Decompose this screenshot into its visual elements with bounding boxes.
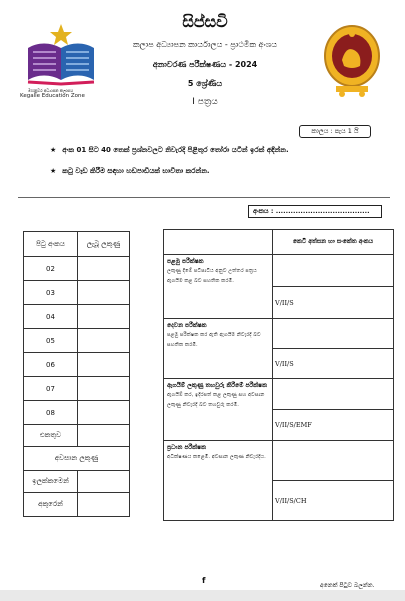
page-no-header: පිටු අංකය	[24, 232, 78, 256]
star-icon: ★	[50, 167, 57, 175]
in-words-cell[interactable]	[78, 493, 129, 516]
review-row	[164, 378, 393, 440]
signature-column	[273, 441, 393, 520]
signature-cell[interactable]	[273, 441, 393, 480]
page-number: 03	[24, 281, 78, 304]
examiner-desc: පළමු පරීක්ෂක කර ඇති ඇගයීම නිවැරදි බව සහතික කරමි.	[167, 332, 261, 348]
marks-cell[interactable]	[78, 329, 129, 352]
examiner-title: ඇගයීම් ලකුණු තහවුරු කිරීමේ පරීක්ෂක	[167, 382, 267, 389]
kegalle-zone-logo	[20, 18, 102, 98]
table-row	[24, 400, 129, 424]
review-row	[164, 254, 393, 318]
table-row	[24, 280, 129, 304]
logo-caption-sinhala: මහනුවර අධ්‍යාපන කලාපය	[28, 88, 73, 93]
table-row	[24, 328, 129, 352]
brand-title: සිප්සවි	[182, 12, 228, 31]
page-number: 05	[24, 329, 78, 352]
code-cell: V/II/S/CH	[273, 480, 393, 520]
signature-cell[interactable]	[273, 379, 393, 409]
table-row	[24, 352, 129, 376]
grade-line: 5 ශ්‍රේණිය	[187, 79, 223, 88]
logo-caption: Kegalle Education Zone	[20, 93, 85, 99]
table-row	[24, 304, 129, 328]
marks-cell[interactable]	[78, 401, 129, 424]
examiner-info	[164, 319, 273, 378]
total-row	[24, 424, 129, 446]
page-number: 04	[24, 305, 78, 328]
total-label: එකතුව	[24, 425, 78, 446]
marks-cell[interactable]	[78, 257, 129, 280]
examiner-desc: අධීක්ෂණය කළෙමි. අවසාන ලකුණ නිවැරදිය.	[167, 454, 266, 460]
footer-mark: f	[202, 576, 206, 585]
office-line: කලාප අධ්‍යාපන කාර්යාලය - ප්‍රාථමික අංශය	[133, 40, 277, 49]
marks-table	[23, 231, 130, 517]
star-icon: ★	[50, 146, 57, 154]
marks-cell[interactable]	[78, 377, 129, 400]
paper-line: I පත්‍රය	[192, 97, 218, 107]
signature-column	[273, 255, 393, 318]
exam-line: අනාවරණ පරීක්ෂණය - 2024	[152, 60, 258, 69]
marks-cell[interactable]	[78, 281, 129, 304]
review-row	[164, 440, 393, 520]
words-row	[24, 492, 129, 516]
in-numbers-cell[interactable]	[78, 471, 129, 492]
review-header-row	[164, 230, 393, 254]
instruction-1: ★ අංක 01 සිට 40 තෙක් ප්‍රශ්නවලට නිවැරදි පිළිතුර තෝරා යටින් ඉරක් අඳින්න.	[50, 146, 289, 154]
final-marks-label: අවසාන ලකුණු	[54, 454, 99, 462]
index-number-field[interactable]: අංකය : ......................................	[248, 205, 382, 218]
code-cell: V/II/S	[273, 348, 393, 378]
examiner-desc: ඇගයීම් කර, ඉදිරපත් කළ ලකුණු සහ අවසාන ලකුණු නිවැරදි බව තහවුරු කරමි.	[167, 392, 265, 408]
time-allowed: කාලය : පැය 1 යි	[299, 125, 371, 138]
examiner-desc: ලකුණු දීමේ පටිපාටිය අනුව උත්තර පත්‍රය ඇගයීම කළ බව සහතික කරමි.	[167, 268, 257, 284]
marks-header: ලැබූ ලකුණු	[86, 239, 121, 248]
examiner-title: පළමු පරීක්ෂක	[167, 258, 204, 265]
page-bottom-strip	[0, 590, 405, 601]
page-number: 06	[24, 353, 78, 376]
page-number: 08	[24, 401, 78, 424]
final-marks-row	[24, 446, 129, 470]
examiner-title: දෙවන පරීක්ෂක	[167, 322, 207, 329]
examiner-title: ප්‍රධාන පරීක්ෂක	[167, 444, 206, 451]
examiner-info	[164, 441, 273, 520]
signature-code-header: කෙටි අත්සන හා සංකේත අංකය	[292, 238, 374, 245]
in-numbers-label: ඉලක්කමෙන්	[24, 471, 78, 492]
marks-cell[interactable]	[78, 305, 129, 328]
code-cell: V/II/S	[273, 286, 393, 318]
examiner-info	[164, 255, 273, 318]
signature-column	[273, 379, 393, 440]
signature-cell[interactable]	[273, 319, 393, 348]
instruction-2: ★ කටු වැඩ කිරීම සඳහා හඩපාඩියක් භාවිතා කරන්න.	[50, 167, 210, 175]
signature-column	[273, 319, 393, 378]
total-cell[interactable]	[78, 425, 129, 446]
divider	[18, 197, 390, 198]
examiner-review-table	[163, 229, 394, 521]
marks-table-header	[24, 232, 129, 256]
turn-page-note: අනෙක් පිටුව බලන්න.	[320, 582, 375, 589]
signature-cell[interactable]	[273, 255, 393, 286]
table-row	[24, 256, 129, 280]
review-row	[164, 318, 393, 378]
page-number: 07	[24, 377, 78, 400]
in-words-label: අකුරෙන්	[24, 493, 78, 516]
blank-header-cell	[164, 230, 273, 254]
sri-lanka-emblem	[322, 20, 382, 100]
examiner-info	[164, 379, 273, 440]
page-number: 02	[24, 257, 78, 280]
table-row	[24, 376, 129, 400]
code-cell: V/II/S/EMF	[273, 409, 393, 440]
numbers-row	[24, 470, 129, 492]
marks-cell[interactable]	[78, 353, 129, 376]
